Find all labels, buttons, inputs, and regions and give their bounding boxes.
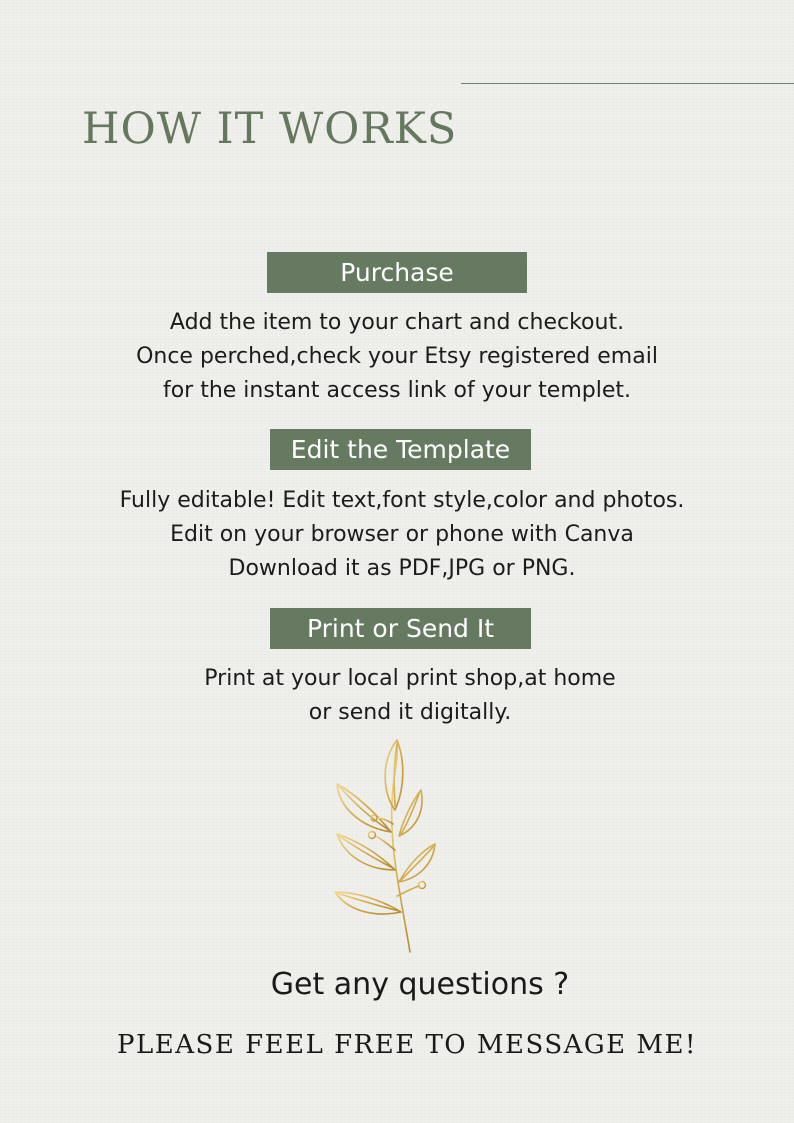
contact-message: PLEASE FEEL FREE TO MESSAGE ME! <box>117 1030 697 1060</box>
page-title: HOW IT WORKS <box>82 104 458 154</box>
top-divider <box>461 83 794 84</box>
step-purchase-description <box>0 306 794 408</box>
step-edit-description <box>5 484 794 586</box>
description-line: Add the item to your chart and checkout. <box>169 310 625 335</box>
description-line: Edit on your browser or phone with Canva <box>170 522 634 547</box>
step-print-description <box>13 662 794 730</box>
golden-leaf-branch-icon <box>325 732 445 957</box>
description-line: Download it as PDF,JPG or PNG. <box>228 556 576 581</box>
questions-heading: Get any questions ? <box>270 967 570 1002</box>
step-print-label: Print or Send It <box>270 608 531 649</box>
description-line: Once perched,check your Etsy registered email <box>136 344 658 369</box>
description-line: Print at your local print shop,at home <box>204 666 616 691</box>
step-edit-label: Edit the Template <box>270 429 531 470</box>
description-line: Fully editable! Edit text,font style,color and photos. <box>119 488 685 513</box>
description-line: or send it digitally. <box>308 700 512 725</box>
step-purchase-label: Purchase <box>267 252 527 293</box>
description-line: for the instant access link of your templet. <box>162 378 632 403</box>
